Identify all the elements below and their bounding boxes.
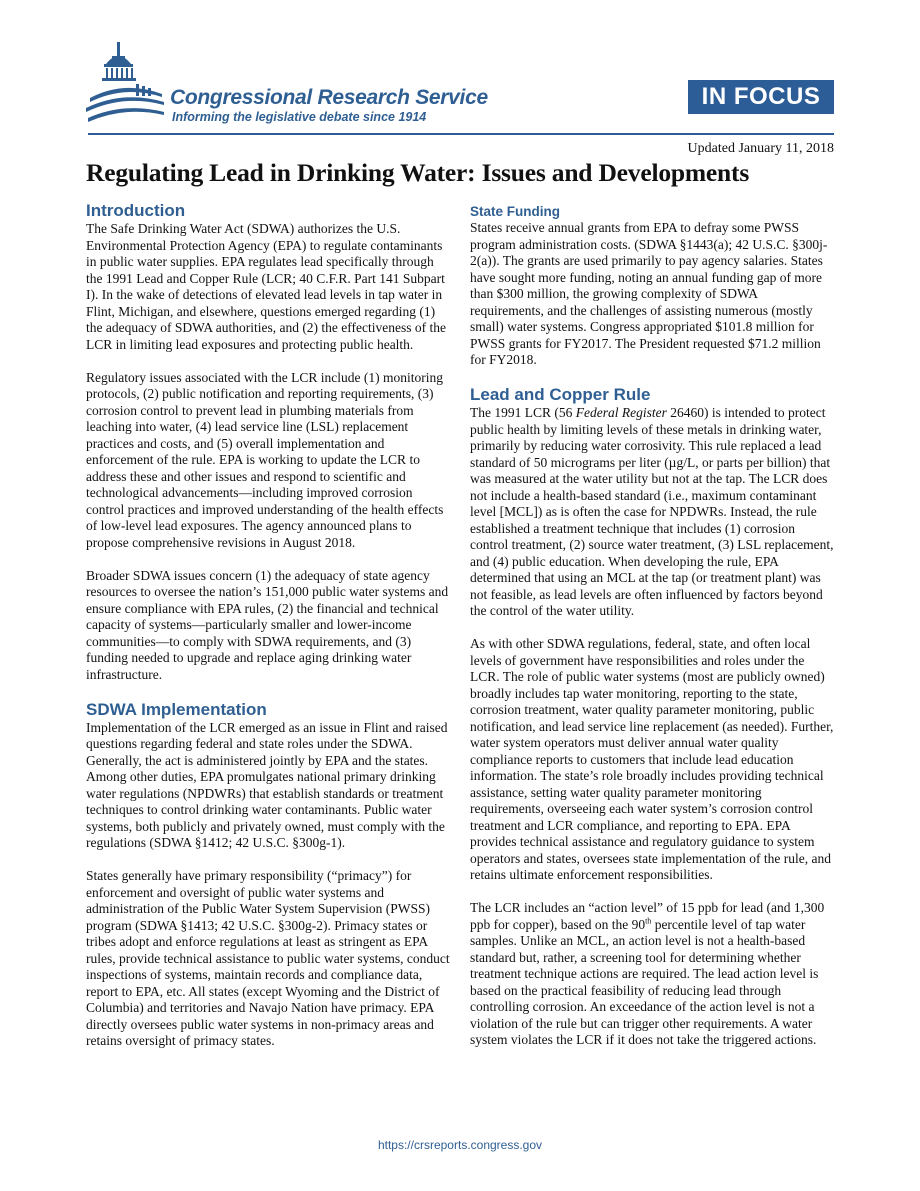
paragraph: States generally have primary responsibility (“primacy”) for enforcement and oversight of public water systems and administration of the Public Water System Supervision (PWSS) program (SDWA §1413; 42 U.S.C. §300g-2). Primacy states or tribes adopt and enforce regulations at least as stringent as EPA rules, provide technical assistance to public water systems, conduct inspections of systems, maintain records and compliance data, report to EPA, etc. All states (except Wyoming and the District of Columbia) and territories and Navajo Nation have primacy. EPA directly oversees public water systems in non-primacy areas and retains oversight of primacy states. <box>86 868 450 1048</box>
text-run: 26460) is intended to protect public health by limiting levels of these metals in drinking water, primarily by reducing water corrosivity. This rule replaced a lead standard of 50 micrograms per liter (µg/L, or parts per billion) that was measured at the water utility but not at the tap. The LCR does not include a health-based standard (i.e., maximum contaminant level [MCL]) as is often the case for NPDWRs. Instead, the rule established a treatment technique that includes (1) corrosion control treatment, (2) source water treatment, (3) LSL replacement, and (4) public education. When developing the rule, EPA determined that using an MCL at the tap (or treatment plant) was not feasible, as lead levels are often influenced by factors beyond the control of the water utility. <box>470 405 834 618</box>
section-heading-sdwa-implementation: SDWA Implementation <box>86 699 267 719</box>
header-divider <box>88 133 834 135</box>
paragraph: Broader SDWA issues concern (1) the adequacy of state agency resources to oversee the nation’s 151,000 public water systems and ensure compliance with EPA rules, (2) the financial and technical capacity of systems—particularly smaller and lower-income communities—to comply with SDWA requirements, and (3) funding needed to upgrade and replace aging drinking water infrastructure. <box>86 567 449 682</box>
paragraph <box>470 405 834 620</box>
paragraph: The Safe Drinking Water Act (SDWA) authorizes the U.S. Environmental Protection Agency (EPA) to regulate contaminants in public water supplies. EPA regulates lead specifically through the 1991 Lead and Copper Rule (LCR; 40 C.F.R. Part 141 Subpart I). In the wake of detections of elevated lead levels in tap water in Flint, Michigan, and elsewhere, questions emerged regarding (1) the adequacy of SDWA authorities, and (2) the effectiveness of the LCR in limiting lead exposures and protecting public health. <box>86 221 447 352</box>
updated-date: Updated January 11, 2018 <box>687 141 834 156</box>
footer-url-link[interactable]: https://crsreports.congress.gov <box>377 1138 543 1152</box>
subsection-heading-state-funding: State Funding <box>470 204 560 219</box>
in-focus-badge: IN FOCUS <box>688 80 834 114</box>
org-tagline: Informing the legislative debate since 1914 <box>172 110 427 124</box>
org-name: Congressional Research Service <box>170 86 488 109</box>
paragraph <box>470 900 834 1049</box>
federal-register-citation: Federal Register <box>575 405 667 420</box>
paragraph: As with other SDWA regulations, federal, state, and often local levels of government have responsibilities and roles under the LCR. The role of public water systems (most are publicly owned) broadly includes tap water monitoring, reporting to the state, corrosion treatment, water quality parameter monitoring, public notification, and lead service line replacement (as needed). Further, water system operators must deliver annual water quality compliance reports to customers that include lead education information. The state’s role broadly includes providing technical assistance, setting water quality parameter monitoring requirements, overseeing each water system’s corrosion control treatment and LCR compliance, and reporting to EPA. EPA provides technical assistance and regulatory guidance to system operators and states, oversees state implementation of the rule, and retains ultimate enforcement responsibilities. <box>470 636 834 882</box>
text-run: The 1991 LCR (56 <box>470 405 576 420</box>
left-column <box>86 201 450 1066</box>
report-header <box>0 0 920 140</box>
text-run: The LCR includes an “action level” of 15 ppb for lead (and 1,300 ppb for copper), based on the 90 <box>470 900 825 932</box>
section-heading-lead-and-copper-rule: Lead and Copper Rule <box>470 385 651 404</box>
text-run: percentile level of tap water samples. Unlike an MCL, an action level is not a health-based standard but, rather, a screening tool for determining whether treatment technique actions are required. The lead action level is based on the practical feasibility of reducing lead through controlling corrosion. An exceedance of the action level is not a violation of the rule but can trigger other requirements. A water system violates the LCR if it does not take the triggered actions. <box>470 916 819 1047</box>
paragraph: Regulatory issues associated with the LCR include (1) monitoring protocols, (2) public notification and reporting requirements, (3) corrosion control to prevent lead in plumbing materials from leaching into water, (4) lead service line (LSL) replacement practices and costs, and (5) overall implementation and enforcement of the rule. EPA is working to update the LCR to address these and other issues and respond to scientific and technological advancements—including improved corrosion control practices and improved understanding of the health effects of low-level lead exposures. The agency announced plans to propose comprehensive revisions in August 2018. <box>86 369 444 550</box>
section-heading-introduction: Introduction <box>86 201 186 220</box>
capitol-dome-logo-icon <box>84 40 166 130</box>
paragraph: Implementation of the LCR emerged as an issue in Flint and raised questions regarding federal and state roles under the SDWA. Generally, the act is administered jointly by EPA and the states. Among other duties, EPA promulgates national primary drinking water regulations (NPDWRs) that establish standards or treatment techniques to control drinking water contaminants. Public water systems, both publicly and privately owned, must comply with the regulations (SDWA §1412; 42 U.S.C. §300g-1). <box>86 719 448 850</box>
page-title: Regulating Lead in Drinking Water: Issues and Developments <box>86 158 750 187</box>
paragraph: States receive annual grants from EPA to defray some PWSS program administration costs. (SDWA §1443(a); 42 U.S.C. §300j-2(a)). The grants are used primarily to pay agency salaries. States have sought more funding, noting an annual funding gap of more than $300 million, the growing complexity of SDWA requirements, and the challenges of assisting numerous (mostly small) water systems. Congress appropriated $101.8 million for PWSS grants for FY2017. The President requested $71.2 million for FY2018. <box>470 220 828 367</box>
superscript: th <box>645 916 652 925</box>
right-column <box>470 201 834 1065</box>
